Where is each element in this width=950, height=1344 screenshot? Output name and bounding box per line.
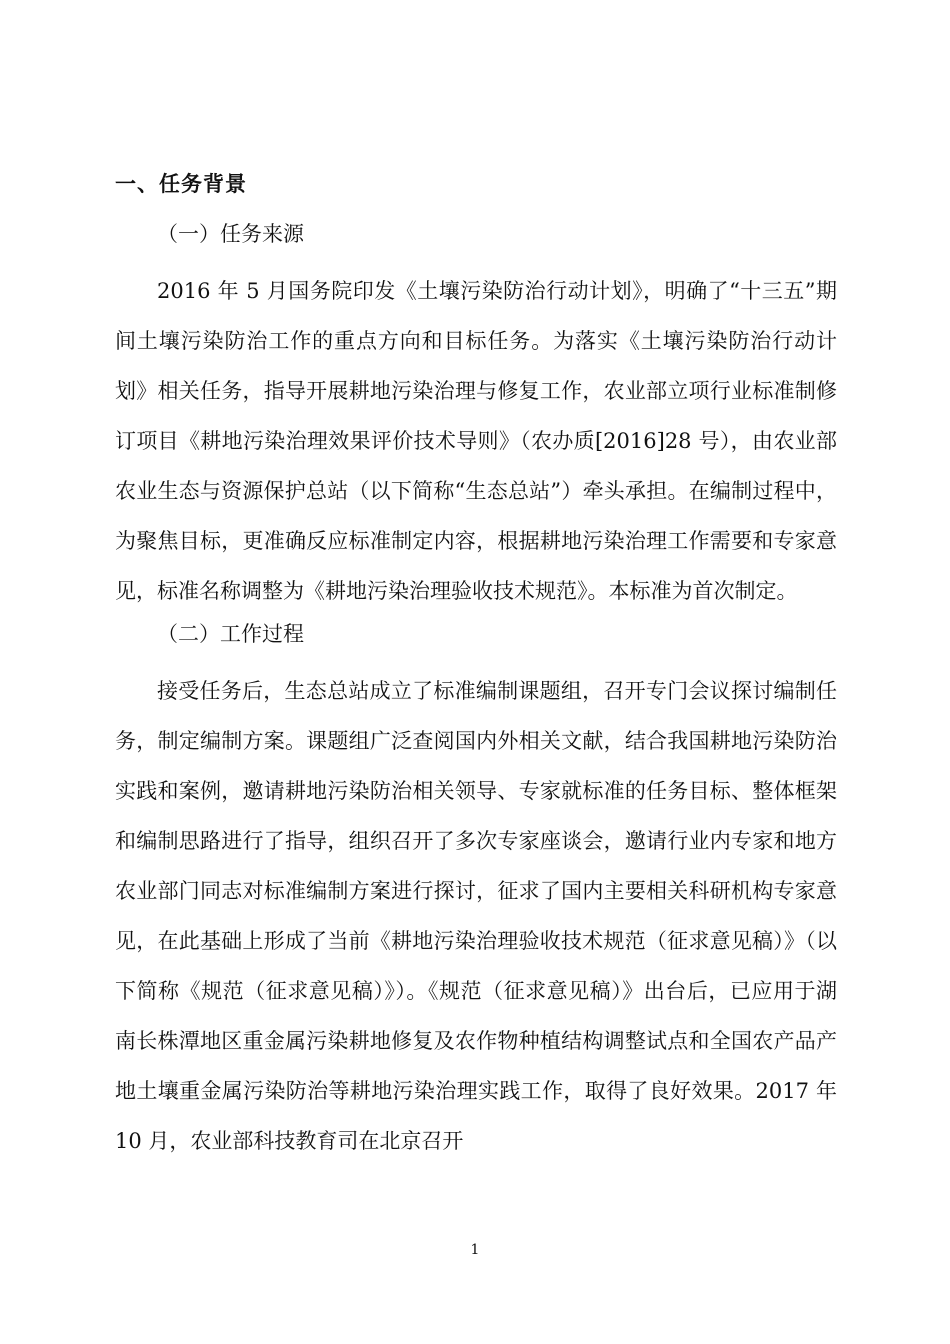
- subsection-heading-work-process: （二）工作过程: [157, 622, 304, 646]
- paragraph-work-process: 接受任务后，生态总站成立了标准编制课题组，召开专门会议探讨编制任务，制定编制方案。课题组广泛查阅国内外相关文献，结合我国耕地污染防治实践和案例，邀请耕地污染防治相关领导、专家就标准的任务目标、整体框架和编制思路进行了指导，组织召开了多次专家座谈会，邀请行业内专家和地方农业部门同志对标准编制方案进行探讨，征求了国内主要相关科研机构专家意见，在此基础上形成了当前《耕地污染治理验收技术规范（征求意见稿）》（以下简称《规范（征求意见稿）》）。《规范（征求意见稿）》出台后，已应用于湖南长株潭地区重金属污染耕地修复及农作物种植结构调整试点和全国农产品产地土壤重金属污染防治等耕地污染治理实践工作，取得了良好效果。2017 年 10 月，农业部科技教育司在北京召开: [115, 679, 837, 1153]
- page-number: 1: [470, 1242, 480, 1258]
- section-heading: 一、任务背景: [115, 172, 247, 196]
- paragraph-task-source: 2016 年 5 月国务院印发《土壤污染防治行动计划》，明确了“十三五”期间土壤污染防治工作的重点方向和目标任务。为落实《土壤污染防治行动计划》相关任务，指导开展耕地污染治理与修复工作，农业部立项行业标准制修订项目《耕地污染治理效果评价技术导则》（农办质[2016]28 号），由农业部农业生态与资源保护总站（以下简称“生态总站”）牵头承担。在编制过程中，为聚焦目标，更准确反应标准制定内容，根据耕地污染治理工作需要和专家意见，标准名称调整为《耕地污染治理验收技术规范》。本标准为首次制定。: [115, 279, 837, 603]
- document-body: [115, 166, 837, 1166]
- subsection-heading-task-source: （一）任务来源: [157, 222, 304, 246]
